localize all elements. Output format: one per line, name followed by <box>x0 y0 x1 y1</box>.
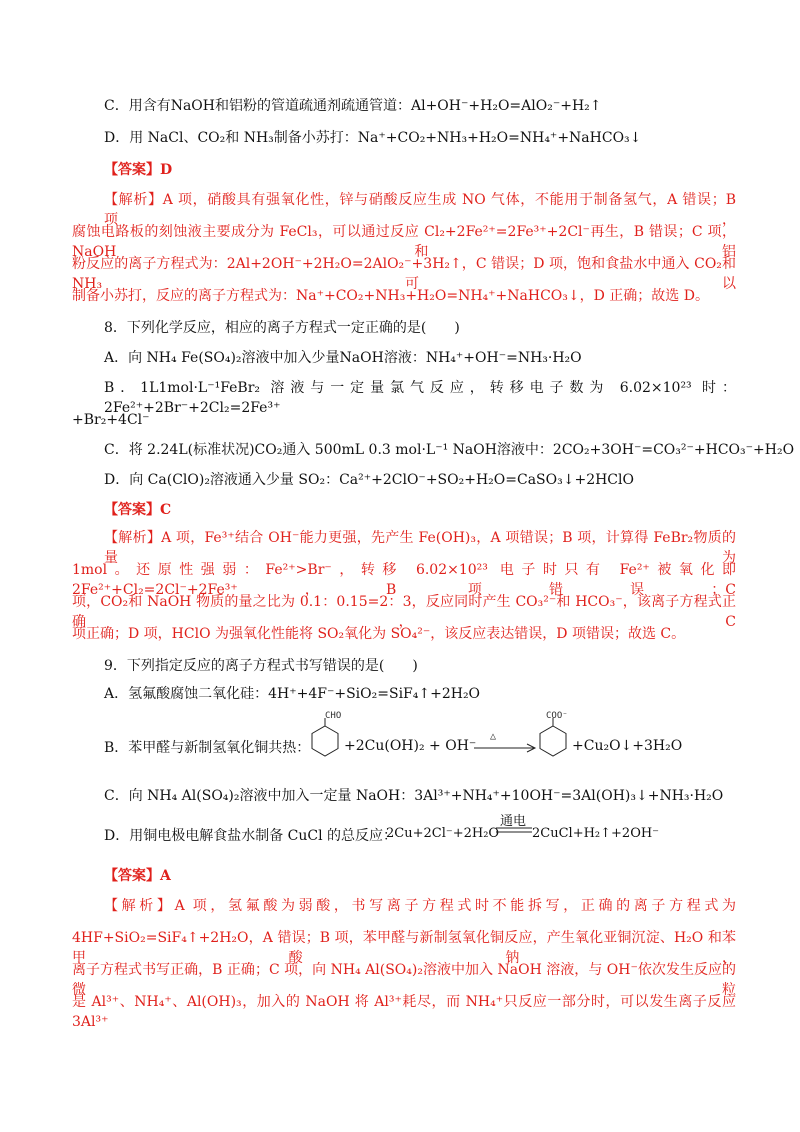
benzene-ring-icon <box>538 724 568 758</box>
q8-option-a: A．向 NH₄ Fe(SO₄)₂溶液中加入少量NaOH溶液：NH₄⁺+OH⁻=NH₃·H₂O <box>104 350 582 366</box>
benzene-ring-icon <box>310 724 340 758</box>
heat-condition: △ <box>490 731 497 742</box>
aldehyde-group-label: CHO <box>325 711 342 721</box>
q8-option-b-2: +Br₂+4Cl⁻ <box>72 412 150 428</box>
q9-stem: 9．下列指定反应的离子方程式书写错误的是( ) <box>104 658 418 674</box>
q7-explanation-4: 制备小苏打，反应的离子方程式为：Na⁺+CO₂+NH₃+H₂O=NH₄⁺+NaHCO₃↓，D 正确；故选 D。 <box>72 288 709 304</box>
q8-explanation-3: 项，CO₂和 NaOH 物质的量之比为 0.1：0.15=2：3，反应同时产生 CO₃²⁻和 HCO₃⁻，该离子方程式正确，C <box>72 594 736 630</box>
q9-answer: 【答案】A <box>104 868 171 884</box>
q8-option-b-1: B．1L1mol·L⁻¹FeBr₂ 溶液与一定量氯气反应，转移电子数为 6.02×10²³ 时：2Fe²⁺+2Br⁻+2Cl₂=2Fe³⁺ <box>104 380 736 416</box>
q8-option-c: C．将 2.24L(标准状况)CO₂通入 500mL 0.3 mol·L⁻¹ NaOH溶液中：2CO₂+3OH⁻=CO₃²⁻+HCO₃⁻+H₂O <box>104 442 795 458</box>
q9-explanation-4: 是 Al³⁺、NH₄⁺、Al(OH)₃，加入的 NaOH 将 Al³⁺耗尽，而 NH₄⁺只反应一部分时，可以发生离子反应 3Al³⁺ <box>72 994 736 1030</box>
carboxylate-group-label: COO⁻ <box>546 711 568 721</box>
reaction-arrow-icon <box>472 738 538 756</box>
equals-bar-icon <box>496 826 532 836</box>
q9-option-d-label: D．用铜电极电解食盐水制备 CuCl 的总反应： <box>104 828 398 844</box>
q7-explanation-3: 粉反应的离子方程式为：2Al+2OH⁻+2H₂O=2AlO₂⁻+3H₂↑，C 错误；D 项，饱和食盐水中通入 CO₂和 NH₃可以 <box>72 256 736 292</box>
q7-explanation-1: 【解析】A 项，硝酸具有强氧化性，锌与硝酸反应生成 NO 气体，不能用于制备氢气，A 错误；B 项， <box>104 192 736 228</box>
q9-explanation-3: 离子方程式书写正确，B 正确；C 项，向 NH₄ Al(SO₄)₂溶液中加入 NaOH 溶液，与 OH⁻依次发生反应的微粒 <box>72 962 736 998</box>
q9-option-a: A．氢氟酸腐蚀二氧化硅：4H⁺+4F⁻+SiO₂=SiF₄↑+2H₂O <box>104 686 481 702</box>
q9-option-b-reactants: +2Cu(OH)₂ + OH⁻ <box>344 738 477 754</box>
q8-explanation-1: 【解析】A 项，Fe³⁺结合 OH⁻能力更强，先产生 Fe(OH)₃，A 项错误；B 项，计算得 FeBr₂物质的量为 <box>104 530 736 566</box>
q7-answer: 【答案】D <box>104 162 173 178</box>
q9-option-b-label: B．苯甲醛与新制氢氧化铜共热： <box>104 740 311 756</box>
q9-option-d-products: 2CuCl+H₂↑+2OH⁻ <box>532 826 660 841</box>
q9-option-d-reactants: 2Cu+2Cl⁻+2H₂O <box>386 826 500 841</box>
q8-option-d: D．向 Ca(ClO)₂溶液通入少量 SO₂：Ca²⁺+2ClO⁻+SO₂+H₂O=CaSO₃↓+2HClO <box>104 472 634 488</box>
q7-explanation-2: 腐蚀电路板的刻蚀液主要成分为 FeCl₃，可以通过反应 Cl₂+2Fe²⁺=2Fe³⁺+2Cl⁻再生，B 错误；C 项，NaOH 和铝 <box>72 224 736 260</box>
q9-explanation-1: 【解析】A 项，氢氟酸为弱酸，书写离子方程式时不能拆写，正确的离子方程式为 <box>104 898 736 914</box>
q8-explanation-2: 1mol。还原性强弱：Fe²⁺>Br⁻，转移 6.02×10²³ 电子时只有 Fe²⁺被氧化即 2Fe²⁺+Cl₂=2Cl⁻+2Fe³⁺，B 项错误；C <box>72 562 736 598</box>
q8-answer: 【答案】C <box>104 502 172 518</box>
q7-option-c: C．用含有NaOH和铝粉的管道疏通剂疏通管道：Al+OH⁻+H₂O=AlO₂⁻+H₂↑ <box>104 98 602 114</box>
q8-stem: 8．下列化学反应，相应的离子方程式一定正确的是( ) <box>104 320 460 336</box>
q9-explanation-2: 4HF+SiO₂=SiF₄↑+2H₂O，A 错误；B 项，苯甲醛与新制氢氧化铜反应，产生氧化亚铜沉淀、H₂O 和苯甲酸钠， <box>72 930 736 966</box>
q8-explanation-4: 项正确；D 项，HClO 为强氧化性能将 SO₂氧化为 SO₄²⁻，该反应表达错误，D 项错误；故选 C。 <box>72 626 686 642</box>
q7-option-d: D．用 NaCl、CO₂和 NH₃制备小苏打：Na⁺+CO₂+NH₃+H₂O=NH₄⁺+NaHCO₃↓ <box>104 130 642 146</box>
q9-option-b-products: +Cu₂O↓+3H₂O <box>572 738 683 754</box>
electrolysis-condition: 通电 <box>500 814 527 829</box>
q9-option-c: C．向 NH₄ Al(SO₄)₂溶液中加入一定量 NaOH：3Al³⁺+NH₄⁺+10OH⁻=3Al(OH)₃↓+NH₃·H₂O <box>104 788 724 804</box>
